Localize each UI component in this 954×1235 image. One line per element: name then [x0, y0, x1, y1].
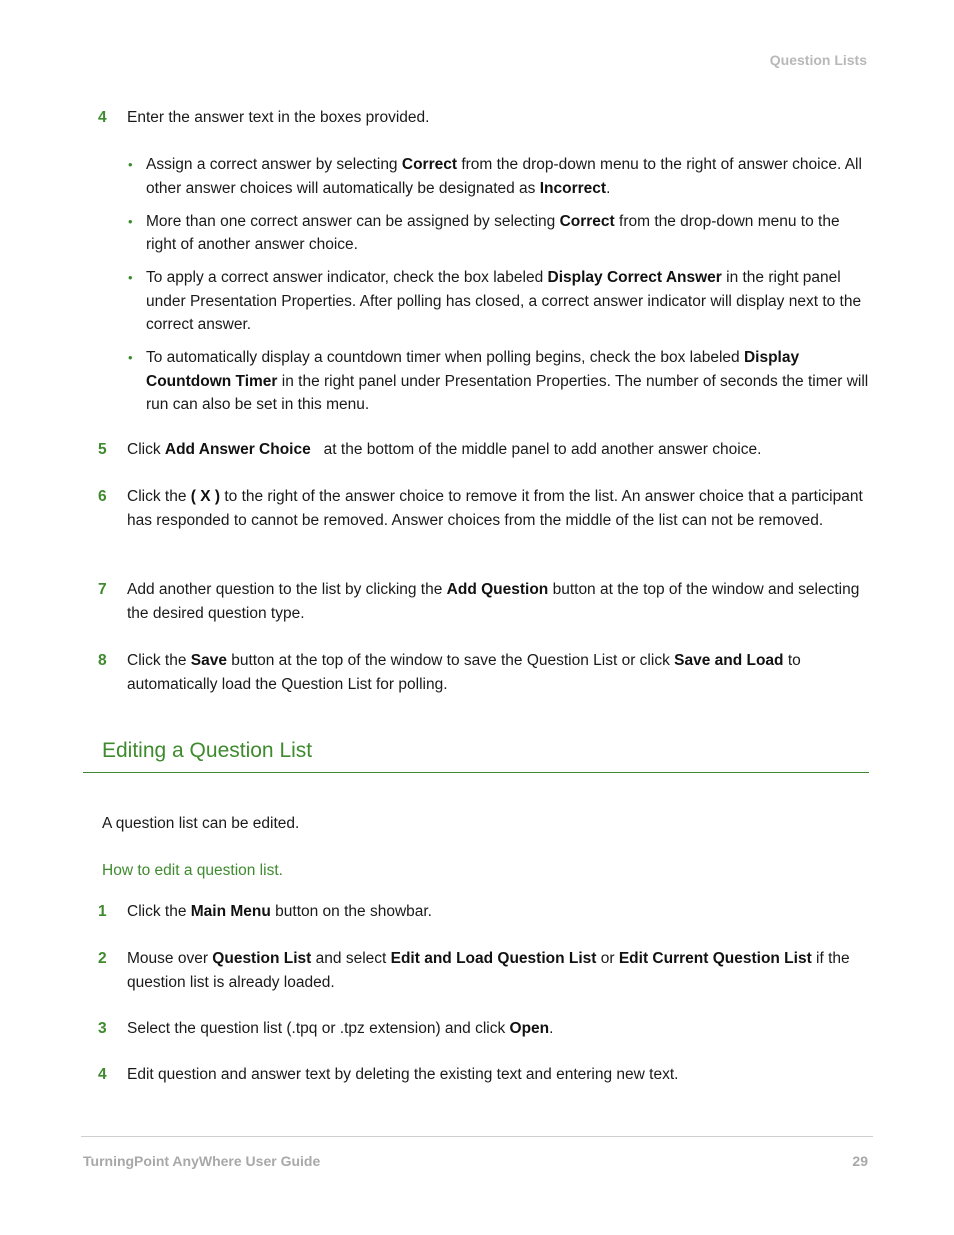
step-text: Click the Save button at the top of the window to save the Question List or click Save and Load to automatically load the Question List for polling.	[127, 652, 801, 693]
step-number: 4	[98, 1066, 107, 1083]
step-number: 7	[98, 581, 107, 598]
step-number: 3	[98, 1020, 107, 1037]
step-text: Click the Main Menu button on the showbar.	[127, 903, 432, 920]
bullet-item: • To automatically display a countdown timer when polling begins, check the box labeled Display Countdown Timer in the right panel under Presentation Properties. The number of seconds the timer will run can also be set in this menu.	[128, 346, 870, 417]
step-text: Select the question list (.tpq or .tpz extension) and click Open.	[127, 1020, 554, 1037]
step-text: Enter the answer text in the boxes provided.	[127, 109, 430, 126]
footer-divider	[81, 1136, 873, 1137]
running-head: Question Lists	[769, 52, 867, 68]
step-number: 8	[98, 652, 107, 669]
step-text: Click the ( X ) to the right of the answer choice to remove it from the list. An answer choice that a participant has responded to cannot be removed. Answer choices from the middle of the list can not be removed.	[127, 488, 863, 529]
footer-title: TurningPoint AnyWhere User Guide	[83, 1153, 321, 1169]
bullet-dot-icon: •	[128, 350, 133, 365]
step-item	[98, 438, 870, 462]
step-item	[98, 649, 870, 696]
page-number: 29	[852, 1153, 868, 1169]
procedure-heading: How to edit a question list.	[102, 862, 283, 879]
step-number: 1	[98, 903, 107, 920]
bullet-item: • More than one correct answer can be assigned by selecting Correct from the drop-down menu to the right of another answer choice.	[128, 210, 870, 257]
step-text: Click Add Answer Choice at the bottom of the middle panel to add another answer choice.	[127, 441, 762, 458]
step-number: 2	[98, 950, 107, 967]
step-number: 4	[98, 109, 107, 126]
step-item	[98, 485, 870, 532]
step-item	[98, 106, 870, 130]
bullet-item: • To apply a correct answer indicator, check the box labeled Display Correct Answer in the right panel under Presentation Properties. After polling has closed, a correct answer indicator will display next to the correct answer.	[128, 266, 870, 337]
bullet-dot-icon: •	[128, 213, 133, 229]
section-divider	[83, 772, 869, 773]
bullet-dot-icon: •	[128, 157, 133, 172]
step-item	[98, 1017, 870, 1041]
step-item	[98, 1063, 870, 1087]
step-item	[98, 900, 870, 924]
step-item	[98, 947, 870, 994]
step-item	[98, 578, 870, 625]
bullet-list	[128, 153, 870, 426]
section-heading: Editing a Question List	[102, 739, 313, 762]
step-number: 5	[98, 441, 107, 458]
step-number: 6	[98, 488, 107, 505]
bullet-item: • Assign a correct answer by selecting Correct from the drop-down menu to the right of answer choice. All other answer choices will automatically be designated as Incorrect.	[128, 153, 870, 200]
step-text: Edit question and answer text by deleting the existing text and entering new text.	[127, 1066, 679, 1083]
step-text: Mouse over Question List and select Edit and Load Question List or Edit Current Question List if the question list is already loaded.	[127, 950, 850, 991]
step-text: Add another question to the list by clicking the Add Question button at the top of the window and selecting the desired question type.	[127, 581, 860, 622]
bullet-dot-icon: •	[128, 270, 133, 285]
intro-paragraph: A question list can be edited.	[102, 815, 300, 832]
